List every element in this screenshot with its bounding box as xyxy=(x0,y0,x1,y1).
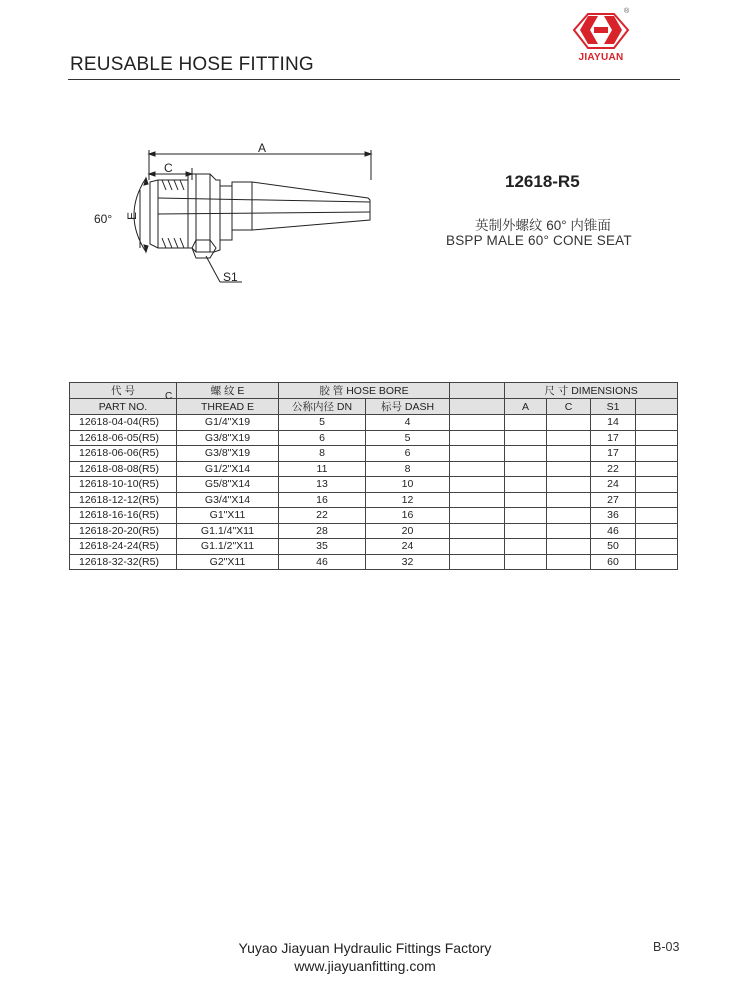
cell-dash: 6 xyxy=(366,446,450,462)
cell-empty xyxy=(450,523,505,539)
cell-s1: 14 xyxy=(591,415,636,431)
drawing-label-s1: S1 xyxy=(223,270,238,284)
cell-dn: 16 xyxy=(279,492,366,508)
cell-dash: 8 xyxy=(366,461,450,477)
cell-part-no: 12618-06-05(R5) xyxy=(70,430,177,446)
table-row xyxy=(70,523,678,539)
cell-thread: G3/4"X14 xyxy=(177,492,279,508)
cell-s1: 17 xyxy=(591,446,636,462)
header-dash: 标号 DASH xyxy=(366,399,450,415)
cell-dash: 16 xyxy=(366,508,450,524)
cell-empty xyxy=(450,539,505,555)
header-dimensions: 尺 寸 DIMENSIONS xyxy=(505,383,678,399)
cell-thread: G1/4"X19 xyxy=(177,415,279,431)
cell-a xyxy=(505,430,547,446)
header-s1: S1 xyxy=(591,399,636,415)
cell-thread: G1"X11 xyxy=(177,508,279,524)
page-title: REUSABLE HOSE FITTING xyxy=(70,54,314,75)
cell-empty xyxy=(450,554,505,570)
cell-dn: 6 xyxy=(279,430,366,446)
cell-thread: G1.1/2"X11 xyxy=(177,539,279,555)
cell-dn: 8 xyxy=(279,446,366,462)
cell-s1: 60 xyxy=(591,554,636,570)
cell-part-no: 12618-32-32(R5) xyxy=(70,554,177,570)
cell-a xyxy=(505,492,547,508)
cell-dn: 35 xyxy=(279,539,366,555)
cell-thread: G1/2"X14 xyxy=(177,461,279,477)
table-row xyxy=(70,554,678,570)
table-row xyxy=(70,539,678,555)
registered-mark: ® xyxy=(624,8,630,15)
cell-dash: 5 xyxy=(366,430,450,446)
cell-dash: 10 xyxy=(366,477,450,493)
table-row xyxy=(70,430,678,446)
table-row xyxy=(70,477,678,493)
product-description-cn: 英制外螺纹 60° 内锥面 xyxy=(475,218,611,233)
header-empty-3 xyxy=(636,399,678,415)
cell-c xyxy=(547,461,591,477)
cell-dn: 11 xyxy=(279,461,366,477)
cell-thread: G3/8"X19 xyxy=(177,446,279,462)
cell-part-no: 12618-20-20(R5) xyxy=(70,523,177,539)
cell-dn: 5 xyxy=(279,415,366,431)
cell-dn: 28 xyxy=(279,523,366,539)
drawing-label-c: C xyxy=(164,161,173,175)
cell-empty-end xyxy=(636,446,678,462)
table-row xyxy=(70,461,678,477)
cell-part-no: 12618-24-24(R5) xyxy=(70,539,177,555)
cell-s1: 22 xyxy=(591,461,636,477)
cell-c xyxy=(547,554,591,570)
logo-text: JIAYUAN xyxy=(578,52,624,63)
cell-empty-end xyxy=(636,461,678,477)
cell-empty-end xyxy=(636,477,678,493)
cell-thread: G2"X11 xyxy=(177,554,279,570)
cell-s1: 27 xyxy=(591,492,636,508)
cell-part-no: 12618-16-16(R5) xyxy=(70,508,177,524)
cell-empty-end xyxy=(636,508,678,524)
cell-empty xyxy=(450,461,505,477)
table-row xyxy=(70,508,678,524)
header-empty xyxy=(450,383,505,399)
cell-c xyxy=(547,430,591,446)
header-dn: 公称内径 DN xyxy=(279,399,366,415)
cell-c xyxy=(547,508,591,524)
table-row xyxy=(70,492,678,508)
drawing-label-angle: 60° xyxy=(94,212,113,226)
header-thread: THREAD E xyxy=(177,399,279,415)
drawing-label-a: A xyxy=(258,141,267,155)
cell-empty-end xyxy=(636,492,678,508)
cell-part-no: 12618-12-12(R5) xyxy=(70,492,177,508)
cell-dn: 13 xyxy=(279,477,366,493)
cell-empty-end xyxy=(636,523,678,539)
cell-s1: 46 xyxy=(591,523,636,539)
cell-part-no: 12618-10-10(R5) xyxy=(70,477,177,493)
footer-company: Yuyao Jiayuan Hydraulic Fittings Factory xyxy=(238,940,492,956)
cell-empty-end xyxy=(636,415,678,431)
cell-dn: 22 xyxy=(279,508,366,524)
spec-table xyxy=(69,382,678,570)
header-part-no-text: PART NO. xyxy=(98,400,148,413)
cell-s1: 36 xyxy=(591,508,636,524)
cell-empty xyxy=(450,430,505,446)
product-description-en: BSPP MALE 60° CONE SEAT xyxy=(446,233,632,248)
cell-c xyxy=(547,446,591,462)
header-c: C xyxy=(547,399,591,415)
cell-s1: 50 xyxy=(591,539,636,555)
table-row xyxy=(70,446,678,462)
cell-a xyxy=(505,539,547,555)
cell-c xyxy=(547,539,591,555)
cell-part-no: 12618-04-04(R5) xyxy=(70,415,177,431)
cell-dn: 46 xyxy=(279,554,366,570)
cell-part-no: 12618-08-08(R5) xyxy=(70,461,177,477)
cell-a xyxy=(505,508,547,524)
header-part-no-cn: 代 号 xyxy=(70,383,177,399)
cell-a xyxy=(505,446,547,462)
table-header-row-2 xyxy=(70,399,678,415)
cell-a xyxy=(505,523,547,539)
cell-empty-end xyxy=(636,554,678,570)
header-part-no xyxy=(70,399,177,415)
cell-empty xyxy=(450,508,505,524)
footer-website: www.jiayuanfitting.com xyxy=(294,958,436,974)
cell-thread: G1.1/4"X11 xyxy=(177,523,279,539)
fitting-drawing xyxy=(92,140,382,290)
cell-dash: 12 xyxy=(366,492,450,508)
header-thread-cn: 螺 纹 E xyxy=(177,383,279,399)
cell-a xyxy=(505,415,547,431)
cell-part-no: 12618-06-06(R5) xyxy=(70,446,177,462)
header-a: A xyxy=(505,399,547,415)
table-row xyxy=(70,415,678,431)
header-empty-2 xyxy=(450,399,505,415)
cell-empty xyxy=(450,477,505,493)
cell-a xyxy=(505,554,547,570)
cell-empty-end xyxy=(636,430,678,446)
header-c-mark: C xyxy=(165,391,173,402)
cell-c xyxy=(547,415,591,431)
cell-c xyxy=(547,523,591,539)
cell-dash: 24 xyxy=(366,539,450,555)
page-number: B-03 xyxy=(653,940,680,954)
cell-c xyxy=(547,477,591,493)
cell-s1: 17 xyxy=(591,430,636,446)
cell-empty xyxy=(450,415,505,431)
cell-empty xyxy=(450,446,505,462)
header-hose-bore: 胶 管 HOSE BORE xyxy=(279,383,450,399)
drawing-label-e: E xyxy=(125,211,139,220)
cell-dash: 4 xyxy=(366,415,450,431)
cell-thread: G3/8"X19 xyxy=(177,430,279,446)
cell-dash: 20 xyxy=(366,523,450,539)
cell-empty-end xyxy=(636,539,678,555)
cell-empty xyxy=(450,492,505,508)
cell-c xyxy=(547,492,591,508)
cell-a xyxy=(505,461,547,477)
header-divider xyxy=(68,79,680,80)
cell-s1: 24 xyxy=(591,477,636,493)
cell-dash: 32 xyxy=(366,554,450,570)
product-model: 12618-R5 xyxy=(505,172,580,191)
cell-a xyxy=(505,477,547,493)
cell-thread: G5/8"X14 xyxy=(177,477,279,493)
table-header-row-1 xyxy=(70,383,678,399)
